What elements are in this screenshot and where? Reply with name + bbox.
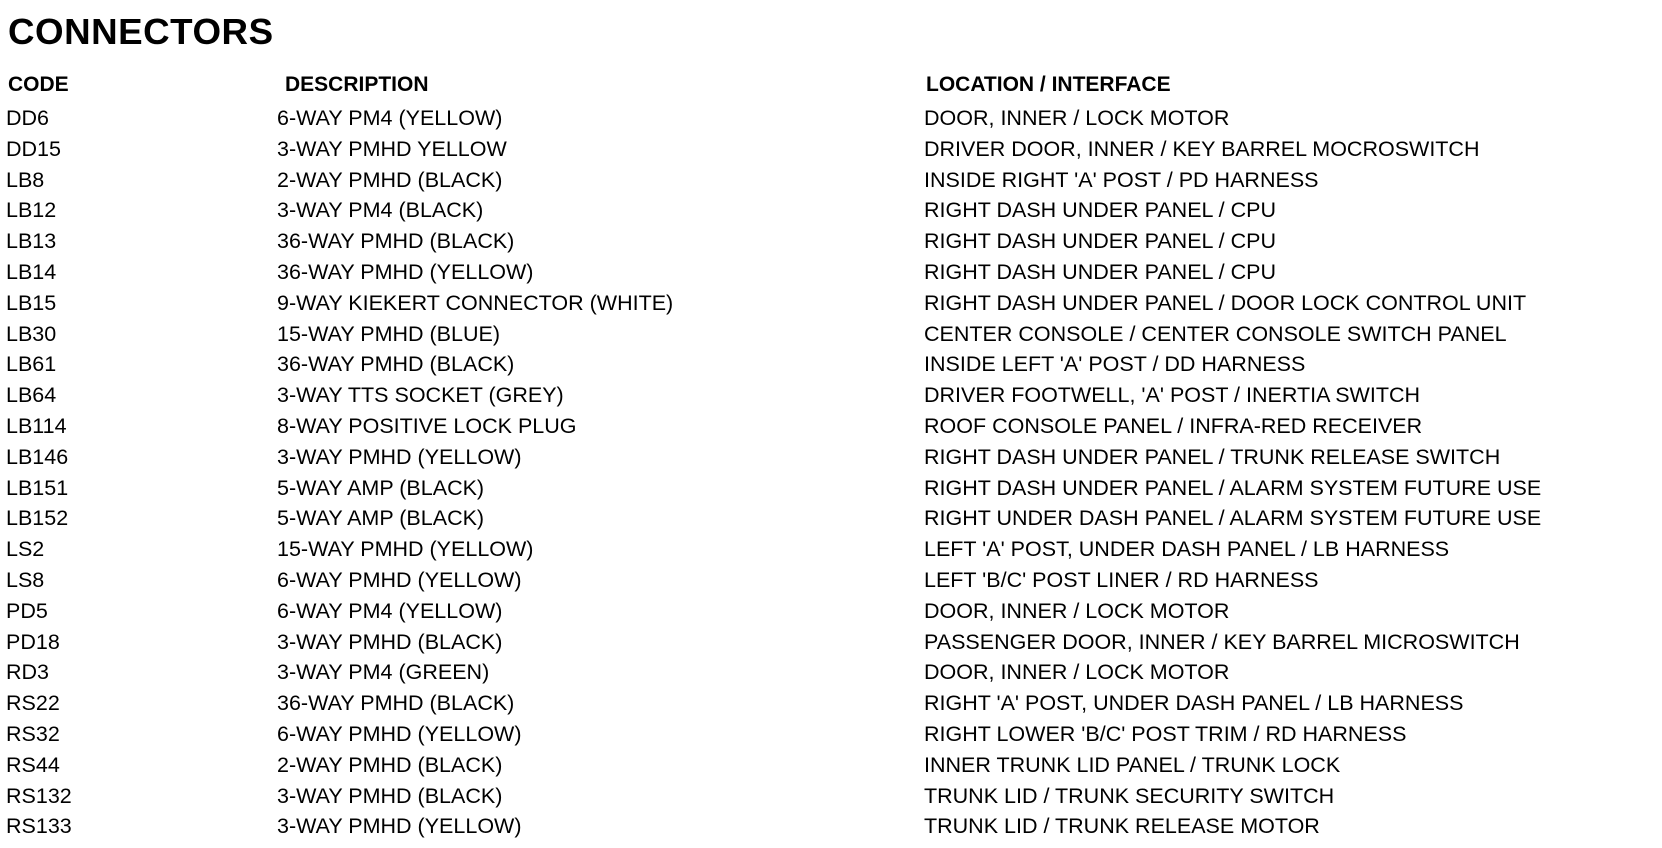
connector-code: LB61 xyxy=(6,352,57,377)
connector-code: LB14 xyxy=(6,259,57,284)
connector-location: RIGHT DASH UNDER PANEL / CPU xyxy=(924,259,1277,284)
connector-location: TRUNK LID / TRUNK SECURITY SWITCH xyxy=(924,783,1335,808)
table-row xyxy=(0,226,1662,257)
connector-code: LB30 xyxy=(6,321,57,346)
connector-code: RS22 xyxy=(6,691,60,716)
connector-location: TRUNK LID / TRUNK RELEASE MOTOR xyxy=(924,814,1320,839)
connector-description: 36-WAY PMHD (YELLOW) xyxy=(277,259,534,284)
table-row xyxy=(0,534,1662,565)
connector-location: INSIDE LEFT 'A' POST / DD HARNESS xyxy=(924,352,1306,377)
connector-description: 2-WAY PMHD (BLACK) xyxy=(277,752,503,777)
connector-location: RIGHT DASH UNDER PANEL / TRUNK RELEASE SWITCH xyxy=(924,444,1501,469)
connector-description: 36-WAY PMHD (BLACK) xyxy=(277,229,515,254)
connector-code: LB12 xyxy=(6,198,57,223)
table-row xyxy=(0,657,1662,688)
connector-description: 36-WAY PMHD (BLACK) xyxy=(277,691,515,716)
connector-location: DOOR, INNER / LOCK MOTOR xyxy=(924,660,1230,685)
connector-code: LS2 xyxy=(6,537,45,562)
table-row xyxy=(0,811,1662,842)
connector-location: INNER TRUNK LID PANEL / TRUNK LOCK xyxy=(924,752,1341,777)
connector-location: RIGHT DASH UNDER PANEL / ALARM SYSTEM FUTURE USE xyxy=(924,475,1542,500)
connector-code: LB114 xyxy=(6,413,67,438)
connector-description: 3-WAY PM4 (BLACK) xyxy=(277,198,484,223)
connector-code: RS32 xyxy=(6,721,60,746)
connector-location: LEFT 'A' POST, UNDER DASH PANEL / LB HARNESS xyxy=(924,537,1450,562)
connector-location: RIGHT 'A' POST, UNDER DASH PANEL / LB HARNESS xyxy=(924,691,1464,716)
connector-description: 9-WAY KIEKERT CONNECTOR (WHITE) xyxy=(277,290,674,315)
connector-code: LB64 xyxy=(6,383,57,408)
table-row xyxy=(0,781,1662,812)
connector-location: INSIDE RIGHT 'A' POST / PD HARNESS xyxy=(924,167,1319,192)
table-row xyxy=(0,719,1662,750)
connector-description: 6-WAY PMHD (YELLOW) xyxy=(277,721,522,746)
connector-description: 8-WAY POSITIVE LOCK PLUG xyxy=(277,413,577,438)
connector-description: 6-WAY PM4 (YELLOW) xyxy=(277,106,503,130)
column-header-code: CODE xyxy=(8,73,69,96)
connector-description: 15-WAY PMHD (BLUE) xyxy=(277,321,500,346)
connector-code: LB146 xyxy=(6,444,69,469)
connector-location: RIGHT DASH UNDER PANEL / DOOR LOCK CONTROL UNIT xyxy=(924,290,1527,315)
connector-code: PD5 xyxy=(6,598,48,623)
connector-location: DOOR, INNER / LOCK MOTOR xyxy=(924,106,1230,130)
table-row xyxy=(0,103,1662,134)
connector-code: LS8 xyxy=(6,567,45,592)
connector-description: 3-WAY PMHD YELLOW xyxy=(277,136,507,161)
table-row xyxy=(0,565,1662,596)
connector-description: 3-WAY PM4 (GREEN) xyxy=(277,660,490,685)
connector-location: RIGHT UNDER DASH PANEL / ALARM SYSTEM FUTURE USE xyxy=(924,506,1542,531)
connector-location: RIGHT LOWER 'B/C' POST TRIM / RD HARNESS xyxy=(924,721,1407,746)
connector-location: RIGHT DASH UNDER PANEL / CPU xyxy=(924,229,1277,254)
connector-location: DOOR, INNER / LOCK MOTOR xyxy=(924,598,1230,623)
connector-location: CENTER CONSOLE / CENTER CONSOLE SWITCH PANEL xyxy=(924,321,1507,346)
connector-description: 6-WAY PM4 (YELLOW) xyxy=(277,598,503,623)
connector-code: RS132 xyxy=(6,783,72,808)
table-row xyxy=(0,411,1662,442)
connector-code: RS133 xyxy=(6,814,72,839)
connector-code: RS44 xyxy=(6,752,60,777)
connector-location: LEFT 'B/C' POST LINER / RD HARNESS xyxy=(924,567,1319,592)
connector-description: 5-WAY AMP (BLACK) xyxy=(277,475,485,500)
table-row xyxy=(0,134,1662,165)
connector-description: 3-WAY PMHD (BLACK) xyxy=(277,783,503,808)
table-row xyxy=(0,319,1662,350)
table-row xyxy=(0,473,1662,504)
table-row xyxy=(0,442,1662,473)
connector-code: DD15 xyxy=(6,136,61,161)
table-row xyxy=(0,688,1662,719)
connector-description: 15-WAY PMHD (YELLOW) xyxy=(277,537,534,562)
connector-code: LB15 xyxy=(6,290,57,315)
connector-description: 36-WAY PMHD (BLACK) xyxy=(277,352,515,377)
connector-location: ROOF CONSOLE PANEL / INFRA-RED RECEIVER xyxy=(924,413,1423,438)
connector-location: RIGHT DASH UNDER PANEL / CPU xyxy=(924,198,1277,223)
connector-code: LB152 xyxy=(6,506,69,531)
connector-location: PASSENGER DOOR, INNER / KEY BARREL MICROSWITCH xyxy=(924,629,1520,654)
connector-code: LB8 xyxy=(6,167,45,192)
table-row xyxy=(0,380,1662,411)
connector-location: DRIVER DOOR, INNER / KEY BARREL MOCROSWITCH xyxy=(924,136,1480,161)
table-row xyxy=(0,750,1662,781)
connector-code: DD6 xyxy=(6,106,50,130)
table-header xyxy=(0,72,1662,98)
connector-description: 5-WAY AMP (BLACK) xyxy=(277,506,485,531)
connector-code: RD3 xyxy=(6,660,50,685)
connector-table-body xyxy=(0,103,1662,842)
table-row xyxy=(0,596,1662,627)
connector-description: 3-WAY PMHD (YELLOW) xyxy=(277,444,522,469)
connector-description: 3-WAY PMHD (BLACK) xyxy=(277,629,503,654)
connector-code: LB151 xyxy=(6,475,69,500)
connector-description: 3-WAY PMHD (YELLOW) xyxy=(277,814,522,839)
connector-code: LB13 xyxy=(6,229,57,254)
table-row xyxy=(0,627,1662,658)
table-row xyxy=(0,503,1662,534)
connector-code: PD18 xyxy=(6,629,60,654)
table-row xyxy=(0,288,1662,319)
column-header-location: LOCATION / INTERFACE xyxy=(926,73,1171,96)
connector-location: DRIVER FOOTWELL, 'A' POST / INERTIA SWITCH xyxy=(924,383,1421,408)
table-row xyxy=(0,257,1662,288)
column-header-description: DESCRIPTION xyxy=(285,73,429,96)
page-title: CONNECTORS xyxy=(8,11,274,52)
connector-description: 2-WAY PMHD (BLACK) xyxy=(277,167,503,192)
table-row xyxy=(0,349,1662,380)
connector-description: 6-WAY PMHD (YELLOW) xyxy=(277,567,522,592)
table-row xyxy=(0,165,1662,196)
table-row xyxy=(0,195,1662,226)
connector-description: 3-WAY TTS SOCKET (GREY) xyxy=(277,383,564,408)
